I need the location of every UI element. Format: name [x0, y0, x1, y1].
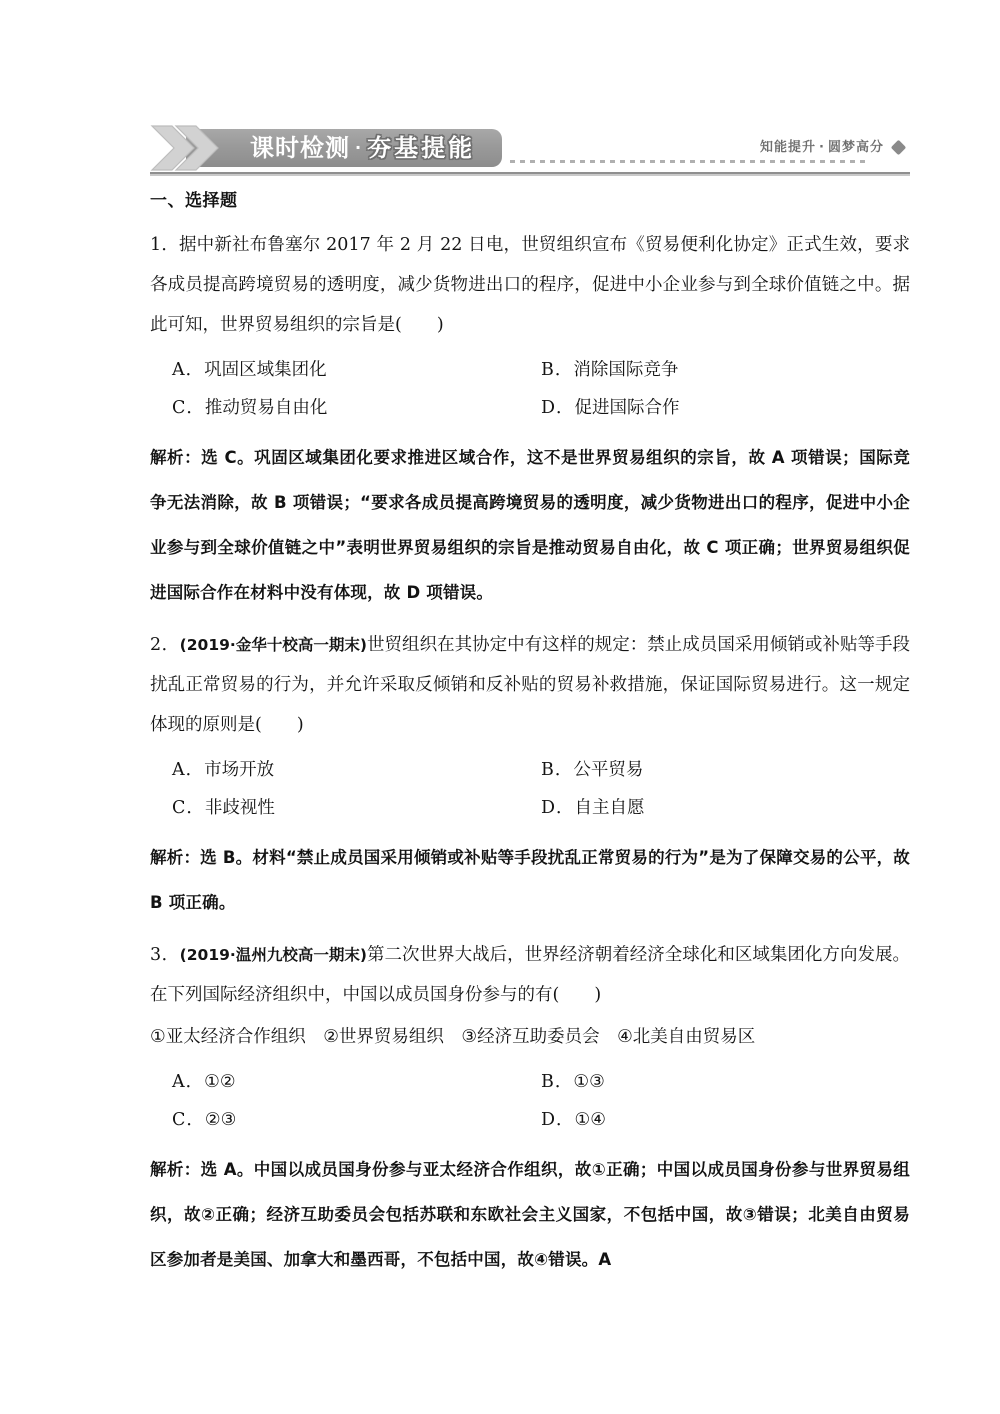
question-2-body: 世贸组织在其协定中有这样的规定：禁止成员国采用倾销或补贴等手段扰乱正常贸易的行为，并允许采取反倾销和反补贴的贸易补救措施，保证国际贸易进行。这一规定体现的原则是( ): [150, 635, 910, 735]
option-label: A．: [172, 360, 205, 380]
option-label: B．: [541, 760, 574, 780]
question-2-options: [150, 751, 910, 827]
option-row[interactable]: [541, 389, 910, 427]
question-3-options: [150, 1063, 910, 1139]
question-block-1: [150, 225, 910, 615]
option-text: ①④: [574, 1110, 606, 1130]
option-label: A．: [172, 760, 205, 780]
option-label: A．: [172, 1072, 205, 1092]
option-row[interactable]: [541, 789, 910, 827]
option-text: 市场开放: [204, 760, 275, 780]
option-text: 消除国际竞争: [573, 360, 679, 380]
option-row[interactable]: [541, 1101, 910, 1139]
page-header: [150, 120, 910, 178]
header-tagline: [760, 136, 884, 155]
question-2-analysis: 解析：选 B。材料“禁止成员国采用倾销或补贴等手段扰乱正常贸易的行为”是为了保障交易的公平，故 B 项正确。: [150, 848, 910, 912]
option-row[interactable]: [172, 351, 541, 389]
option-label: B．: [541, 360, 574, 380]
question-3-stem: [150, 935, 910, 1015]
question-2-options-left: [172, 751, 541, 827]
diamond-icon: [891, 140, 907, 156]
question-2-number: 2．: [150, 635, 180, 655]
tagline-left: 知能提升: [760, 140, 817, 155]
option-row[interactable]: [541, 351, 910, 389]
option-text: ②③: [204, 1110, 237, 1130]
question-block-3: [150, 935, 910, 1282]
option-row[interactable]: [172, 789, 541, 827]
question-2-stem: [150, 625, 910, 745]
banner-separator: ·: [355, 138, 363, 157]
option-text: 非歧视性: [204, 798, 275, 818]
option-text: ①③: [573, 1072, 605, 1092]
question-1-options-left: [172, 351, 541, 427]
option-text: ①②: [204, 1072, 236, 1092]
question-3-body: 第二次世界大战后，世界经济朝着经济全球化和区域集团化方向发展。在下列国际经济组织中，中国以成员国身份参与的有( ): [150, 945, 910, 1005]
question-1-options: [150, 351, 910, 427]
header-banner-title: [250, 131, 475, 165]
option-text: 自主自愿: [574, 798, 645, 818]
tagline-right: 圆梦高分: [827, 140, 884, 155]
option-label: D．: [541, 798, 575, 818]
option-text: 巩固区域集团化: [204, 360, 327, 380]
option-text: 推动贸易自由化: [204, 398, 328, 418]
option-text: 促进国际合作: [574, 398, 680, 418]
option-row[interactable]: [541, 751, 910, 789]
option-label: D．: [541, 398, 575, 418]
question-3-items: ①亚太经济合作组织 ②世界贸易组织 ③经济互助委员会 ④北美自由贸易区: [150, 1027, 756, 1047]
option-row[interactable]: [541, 1063, 910, 1101]
double-chevron-right-icon: [150, 122, 228, 174]
option-label: C．: [172, 798, 205, 818]
option-label: D．: [541, 1110, 575, 1130]
banner-title-plain: 课时检测: [250, 134, 350, 162]
option-row[interactable]: [172, 1063, 541, 1101]
question-2-source: (2019·金华十校高一期末): [179, 636, 368, 654]
option-row[interactable]: [172, 1101, 541, 1139]
question-3-options-right: [541, 1063, 910, 1139]
tagline-separator: ·: [819, 140, 825, 155]
section-title: 一、选择题: [150, 191, 238, 211]
question-2-options-right: [541, 751, 910, 827]
question-1-stem: 1．据中新社布鲁塞尔 2017 年 2 月 22 日电，世贸组织宣布《贸易便利化协定》正式生效，要求各成员提高跨境贸易的透明度，减少货物进出口的程序，促进中小企业参与到全球价值链之中。据此可知，世界贸易组织的宗旨是( ): [150, 235, 910, 335]
question-3-analysis: 解析：选 A。中国以成员国身份参与亚太经济合作组织，故①正确；中国以成员国身份参与世界贸易组织，故②正确；经济互助委员会包括苏联和东欧社会主义国家，不包括中国，故③错误；北美自由贸易区参加者是美国、加拿大和墨西哥，不包括中国，故④错误。A: [150, 1160, 910, 1269]
option-label: C．: [172, 1110, 205, 1130]
option-row[interactable]: [172, 751, 541, 789]
banner-title-outlined: 夯基提能: [367, 134, 476, 162]
question-1-analysis: 解析：选 C。巩固区域集团化要求推进区域合作，这不是世界贸易组织的宗旨，故 A 项错误；国际竞争无法消除，故 B 项错误；“要求各成员提高跨境贸易的透明度，减少货物进出口的程序，促进中小企业参与到全球价值链之中”表明世界贸易组织的宗旨是推动贸易自由化，故 C 项正确；世界贸易组织促进国际合作在材料中没有体现，故 D 项错误。: [150, 448, 910, 602]
header-dotted-line: [510, 160, 870, 163]
option-label: C．: [172, 398, 205, 418]
option-text: 公平贸易: [573, 760, 644, 780]
option-label: B．: [541, 1072, 574, 1092]
page-content: [150, 186, 910, 1292]
question-3-source: (2019·温州九校高一期末): [179, 946, 368, 964]
question-1-options-right: [541, 351, 910, 427]
question-block-2: [150, 625, 910, 925]
question-3-number: 3．: [150, 945, 180, 965]
header-rule: [150, 172, 910, 176]
question-3-options-left: [172, 1063, 541, 1139]
option-row[interactable]: [172, 389, 541, 427]
